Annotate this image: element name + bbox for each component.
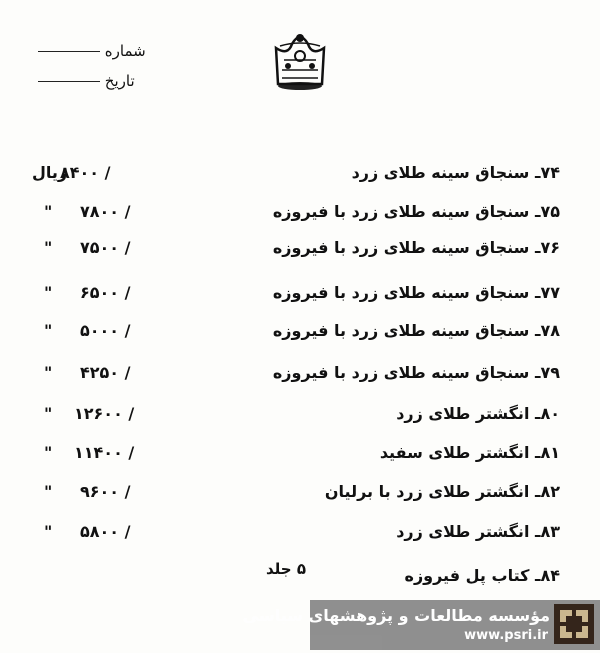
item-description: سنجاق سینه طلای زرد با فیروزه	[272, 202, 530, 221]
item-desc: ۸۰ـ انگشتر طلای زرد	[396, 404, 560, 423]
item-description: انگشتر طلای زرد با برلیان	[324, 482, 530, 501]
item-number: ۸۳	[540, 522, 560, 541]
watermark-name: مؤسسه مطالعات و پژوهشهای سیاسی	[242, 606, 550, 625]
item-description: سنجاق سینه طلای زرد با فیروزه	[272, 363, 530, 382]
institute-logo-icon	[554, 604, 594, 644]
item-price: ۷۵۰۰ /	[80, 238, 131, 257]
item-price: ۸۴۰۰ /	[60, 163, 111, 182]
item-price: ۶۵۰۰ /	[80, 283, 131, 302]
item-number: ۷۵	[540, 202, 560, 221]
item-desc: ۸۳ـ انگشتر طلای زرد	[396, 522, 560, 541]
number-field	[30, 42, 146, 60]
item-number: ۷۸	[540, 321, 560, 340]
list-item	[0, 443, 600, 473]
item-price: ۹۶۰۰ /	[80, 482, 131, 501]
item-desc: ۸۱ـ انگشتر طلای سفید	[379, 443, 560, 462]
item-description: سنجاق سینه طلای زرد با فیروزه	[272, 283, 530, 302]
item-price: ۱۲۶۰۰ /	[74, 404, 135, 423]
item-number: ۸۰	[540, 404, 560, 423]
crown-emblem-icon	[268, 26, 332, 92]
watermark-banner	[242, 600, 600, 650]
item-desc: ۷۴ـ سنجاق سینه طلای زرد	[351, 163, 560, 182]
item-price: ۴۲۵۰ /	[80, 363, 131, 382]
item-description: سنجاق سینه طلای زرد با فیروزه	[272, 238, 530, 257]
item-ditto: "	[44, 522, 53, 541]
item-description: سنجاق سینه طلای زرد	[351, 163, 530, 182]
list-item	[0, 522, 600, 552]
item-description: انگشتر طلای زرد	[396, 522, 530, 541]
item-ditto: "	[44, 363, 53, 382]
item-description: انگشتر طلای زرد	[396, 404, 530, 423]
item-unit: ریال	[32, 163, 68, 182]
list-item	[0, 283, 600, 313]
date-label: تاریخ	[104, 72, 135, 90]
item-ditto: "	[44, 238, 53, 257]
date-field	[30, 72, 135, 90]
item-number: ۸۲	[540, 482, 560, 501]
list-item	[0, 163, 600, 193]
list-item	[0, 363, 600, 393]
item-ditto: "	[44, 321, 53, 340]
item-description: سنجاق سینه طلای زرد با فیروزه	[272, 321, 530, 340]
watermark-url: www.psri.ir	[464, 628, 548, 643]
item-price: ۱۱۴۰۰ /	[74, 443, 135, 462]
number-blank-line	[38, 51, 100, 52]
item-desc: ۷۷ـ سنجاق سینه طلای زرد با فیروزه	[272, 283, 560, 302]
item-desc: ۷۵ـ سنجاق سینه طلای زرد با فیروزه	[272, 202, 560, 221]
item-ditto: "	[44, 283, 53, 302]
item-ditto: "	[44, 404, 53, 423]
date-blank-line	[38, 81, 100, 82]
list-item	[0, 321, 600, 351]
item-desc: ۷۶ـ سنجاق سینه طلای زرد با فیروزه	[272, 238, 560, 257]
item-number: ۷۷	[540, 283, 560, 302]
item-price: ۵۸۰۰ /	[80, 522, 131, 541]
list-item	[0, 482, 600, 512]
number-label: شماره	[104, 42, 146, 60]
item-ditto: "	[44, 443, 53, 462]
item-ditto: "	[44, 482, 53, 501]
item-desc: ۸۴ـ کتاب پل فیروزه	[404, 566, 560, 585]
item-desc: ۸۲ـ انگشتر طلای زرد با برلیان	[324, 482, 560, 501]
item-price: ۷۸۰۰ /	[80, 202, 131, 221]
list-item	[0, 202, 600, 232]
list-item	[0, 238, 600, 268]
item-number: ۷۶	[540, 238, 560, 257]
item-description: انگشتر طلای سفید	[379, 443, 530, 462]
item-number: ۷۹	[540, 363, 560, 382]
item-price: ۵۰۰۰ /	[80, 321, 131, 340]
item-desc: ۷۸ـ سنجاق سینه طلای زرد با فیروزه	[272, 321, 560, 340]
item-ditto: "	[44, 202, 53, 221]
item-desc: ۷۹ـ سنجاق سینه طلای زرد با فیروزه	[272, 363, 560, 382]
item-number: ۷۴	[540, 163, 560, 182]
volume-count: ۵ جلد	[266, 560, 306, 578]
item-description: کتاب پل فیروزه	[404, 566, 530, 585]
item-number: ۸۱	[540, 443, 560, 462]
list-item	[0, 404, 600, 434]
item-number: ۸۴	[540, 566, 560, 585]
